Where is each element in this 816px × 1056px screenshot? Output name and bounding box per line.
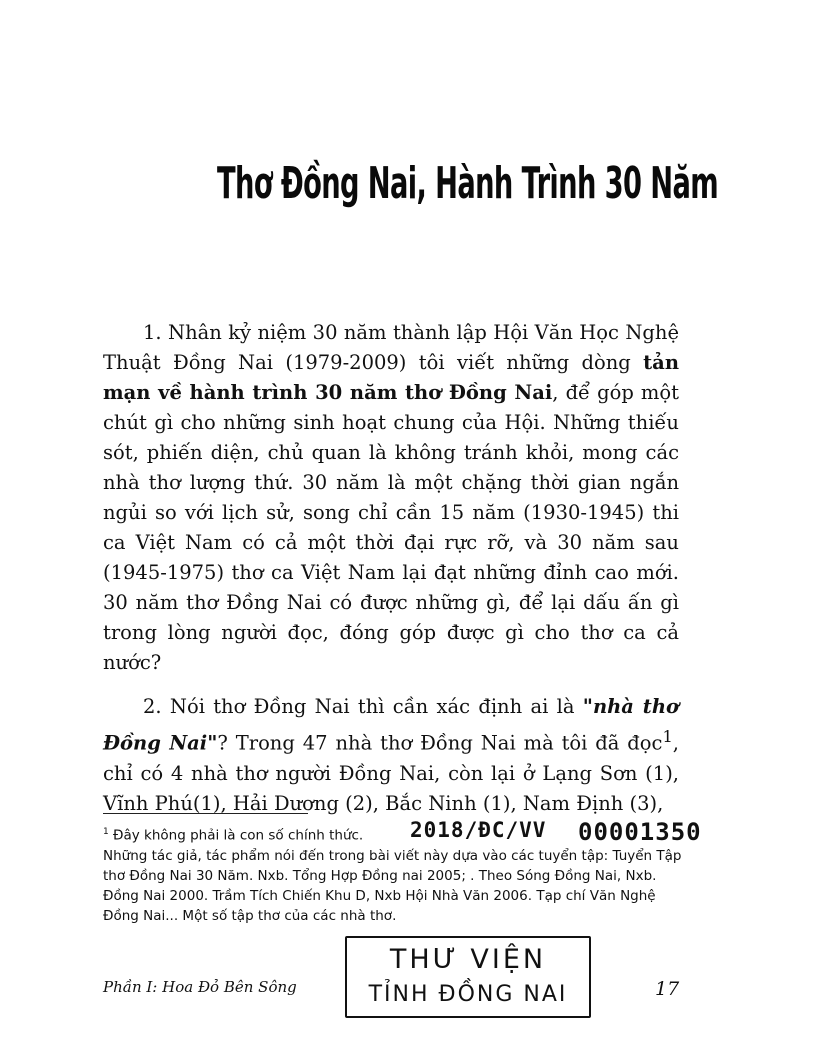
footnote-body: Những tác giả, tác phẩm nói đến trong bài viết này dựa vào các tuyển tập: Tuyển Tập thơ Đồng Nai 30 Năm. Nxb. Tổng Hợp Đồng nai 2005; . Theo Sóng Đồng Nai, Nxb. Đồng Nai 2000. Trầm Tích Chiến Khu D, Nxb Hội Nhà Văn 2006. Tạp chí Văn Nghệ Đồng Nai... Một số tập thơ của các nhà thơ. bbox=[103, 847, 682, 924]
page-number: 17 bbox=[655, 978, 680, 1000]
body-text bbox=[103, 318, 679, 833]
accession-number-stamp: 00001350 bbox=[578, 818, 702, 846]
page-title: Thơ Đồng Nai, Hành Trình 30 Năm bbox=[217, 158, 719, 209]
footnote-line-1: Đây không phải là con số chính thức. bbox=[113, 827, 364, 844]
library-stamp-line-1: THƯ VIỆN bbox=[389, 944, 547, 975]
library-stamp bbox=[345, 936, 591, 1018]
footnote-reference: 1 bbox=[662, 727, 673, 746]
library-stamp-line-2: TỈNH ĐỒNG NAI bbox=[368, 982, 568, 1007]
footnote-marker: 1 bbox=[103, 827, 109, 837]
paragraph-2-text-a: ? Trong 47 nhà thơ Đồng Nai mà tôi đã đọc bbox=[217, 731, 663, 755]
running-footer: Phần I: Hoa Đỏ Bên Sông bbox=[103, 978, 297, 996]
footnote-divider bbox=[103, 813, 308, 814]
paragraph-2-italic: "nhà thơ Đồng Nai" bbox=[103, 695, 680, 755]
catalog-code-stamp: 2018/ĐC/VV bbox=[410, 818, 547, 842]
paragraph-1-text-b: , để góp một chút gì cho những sinh hoạt chung của Hội. Những thiếu sót, phiến diện, chủ quan là không tránh khỏi, mong các nhà thơ lượng thứ. 30 năm là một chặng thời gian ngắn ngủi so với lịch sử, song chỉ cần 15 năm (1930-1945) thi ca Việt Nam có cả một thời đại rực rỡ, và 30 năm sau (1945-1975) thơ ca Việt Nam lại đạt những đỉnh cao mới. 30 năm thơ Đồng Nai có được những gì, để lại dấu ấn gì trong lòng người đọc, đóng góp được gì cho thơ ca cả nước? bbox=[103, 381, 679, 674]
paragraph-1-text-a: 1. Nhân kỷ niệm 30 năm thành lập Hội Văn Học Nghệ Thuật Đồng Nai (1979-2009) tôi viết những dòng bbox=[103, 321, 679, 374]
paragraph-2 bbox=[103, 692, 679, 819]
paragraph-2-text-b: , chỉ có 4 nhà thơ người Đồng Nai, còn lại ở Lạng Sơn (1), Vĩnh Phú(1), Hải Dương (2), Bắc Ninh (1), Nam Định (3), bbox=[103, 731, 679, 815]
paragraph-2-lead: 2. Nói thơ Đồng Nai thì cần xác định ai là bbox=[143, 695, 583, 718]
paragraph-1 bbox=[103, 318, 679, 678]
paragraph-1-bold: tản mạn về hành trình 30 năm thơ Đồng Nai bbox=[103, 351, 679, 404]
